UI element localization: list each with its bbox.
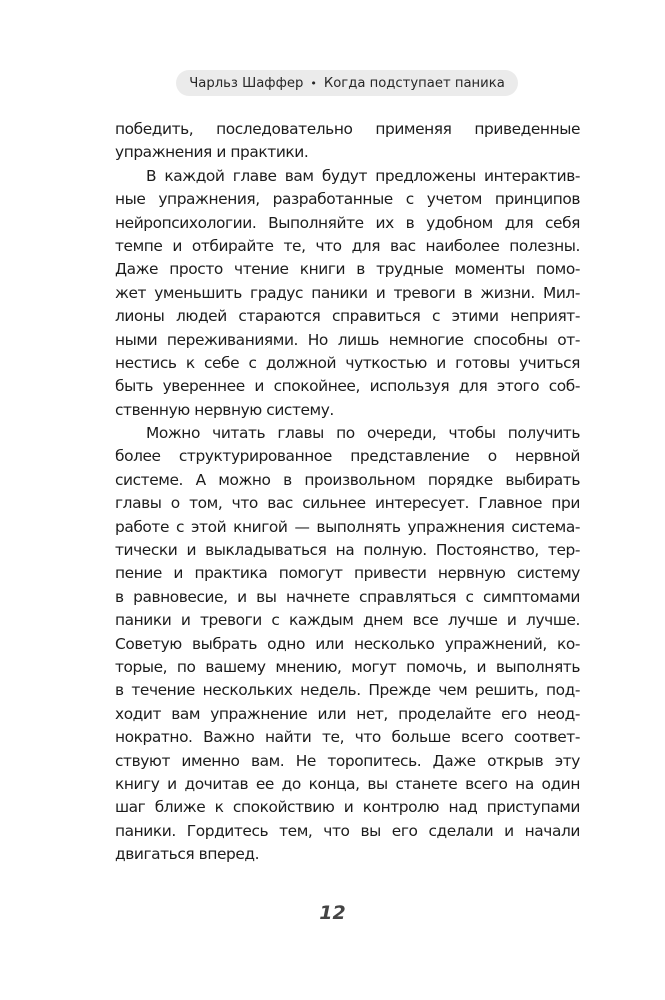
text-line: более структурированное представление о нервной (115, 447, 580, 466)
text-line: в равновесие, и вы начнете справляться с симптомами (115, 587, 580, 606)
text-line: победить, последовательно применяя приведенные (115, 120, 580, 138)
text-line: Можно читать главы по очереди, чтобы получить (146, 424, 580, 443)
text-line: двигаться вперед. (115, 845, 260, 864)
text-line: ходит вам упражнение или нет, проделайте его неод- (115, 704, 580, 723)
text-line: работе с этой книгой — выполнять упражнения система- (115, 517, 580, 536)
text-line: ными переживаниями. Но лишь немногие способны от- (115, 330, 580, 349)
text-line: нейропсихологии. Выполняйте их в удобном для себя (115, 213, 580, 232)
text-line: быть увереннее и спокойнее, используя для этого соб- (115, 377, 580, 396)
text-line: лионы людей стараются справиться с этими неприят- (115, 307, 580, 326)
text-line: В каждой главе вам будут предложены интерактив- (146, 166, 580, 185)
text-line: паники и тревоги с каждым днем все лучше и лучше. (115, 611, 580, 630)
paragraph-1 (115, 118, 580, 165)
page-number: 12 (319, 902, 346, 924)
text-line: торые, по вашему мнению, могут помочь, и выполнять (115, 657, 580, 676)
text-line: нократно. Важно найти те, что больше всего соответ- (115, 728, 580, 747)
text-line: паники. Гордитесь тем, что вы его сделали и начали (115, 821, 580, 840)
text-line: ные упражнения, разработанные с учетом принципов (115, 190, 580, 209)
text-line: нестись к себе с должной чуткостью и готовы учиться (115, 353, 580, 372)
text-line: темпе и отбирайте те, что для вас наиболее полезны. (115, 236, 580, 255)
text-line: жет уменьшить градус паники и тревоги в жизни. Мил- (115, 283, 580, 302)
text-line: Даже просто чтение книги в трудные моменты помо- (115, 260, 580, 279)
text-line: шаг ближе к спокойствию и контролю над приступами (115, 798, 580, 817)
text-line: Советую выбрать одно или несколько упражнений, ко- (115, 634, 580, 653)
text-line: главы о том, что вас сильнее интересует. Главное при (115, 494, 580, 513)
text-line: упражнения и практики. (115, 143, 309, 162)
text-line: пение и практика помогут привести нервную систему (115, 564, 580, 583)
text-line: ственную нервную систему. (115, 400, 334, 419)
text-line: ствуют именно вам. Не торопитесь. Даже открыв эту (115, 751, 580, 770)
header-book-title: Когда подступает паника (323, 75, 505, 91)
body-text (115, 118, 580, 867)
paragraph-2 (115, 165, 580, 422)
text-line: системе. А можно в произвольном порядке выбирать (115, 470, 580, 489)
text-line: в течение нескольких недель. Прежде чем решить, под- (115, 681, 580, 700)
running-header (176, 70, 518, 96)
paragraph-3 (115, 422, 580, 866)
header-author: Чарльз Шаффер (189, 75, 304, 91)
header-separator: • (310, 76, 317, 90)
text-line: книгу и дочитав ее до конца, вы станете всего на один (115, 774, 580, 793)
text-line: тически и выкладываться на полную. Постоянство, тер- (115, 541, 580, 560)
